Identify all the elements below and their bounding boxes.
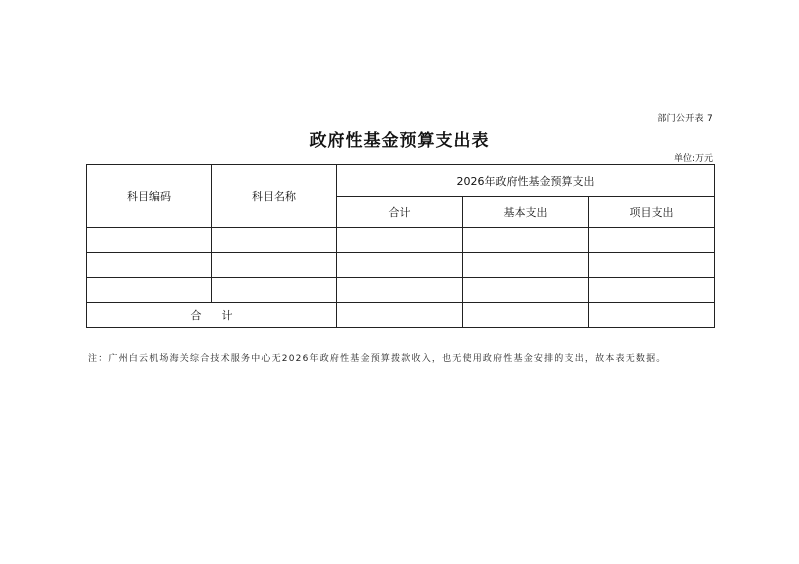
table-note: 注：广州白云机场海关综合技术服务中心无2026年政府性基金预算拨款收入，也无使用政府性基金安排的支出，故本表无数据。 [88, 354, 667, 364]
table-cell [337, 253, 463, 278]
table-cell [212, 228, 337, 253]
table-cell [212, 278, 337, 303]
table-cell [463, 303, 589, 328]
budget-table [86, 164, 715, 328]
table-cell [337, 278, 463, 303]
table-cell [337, 228, 463, 253]
table-row [87, 228, 715, 253]
table-header-row [87, 165, 715, 197]
header-total: 合计 [337, 197, 463, 228]
table-cell [87, 278, 212, 303]
table-cell [589, 253, 715, 278]
form-number: 部门公开表 7 [657, 114, 713, 124]
table-row [87, 278, 715, 303]
table-cell [337, 303, 463, 328]
table-cell [463, 253, 589, 278]
header-project-expenditure: 项目支出 [589, 197, 715, 228]
table-row [87, 253, 715, 278]
header-basic-expenditure: 基本支出 [463, 197, 589, 228]
header-budget-expenditure: 2026年政府性基金预算支出 [337, 165, 715, 197]
header-subject-code: 科目编码 [87, 165, 212, 228]
table-cell [87, 228, 212, 253]
table-cell [589, 303, 715, 328]
unit-label: 单位:万元 [673, 154, 713, 164]
table-cell [463, 278, 589, 303]
table-cell [463, 228, 589, 253]
table-cell [589, 278, 715, 303]
table-cell [87, 253, 212, 278]
page-title: 政府性基金预算支出表 [309, 131, 490, 151]
table-cell [212, 253, 337, 278]
total-row [87, 303, 715, 328]
total-row-label: 合计 [87, 303, 337, 328]
table-cell [589, 228, 715, 253]
header-subject-name: 科目名称 [212, 165, 337, 228]
